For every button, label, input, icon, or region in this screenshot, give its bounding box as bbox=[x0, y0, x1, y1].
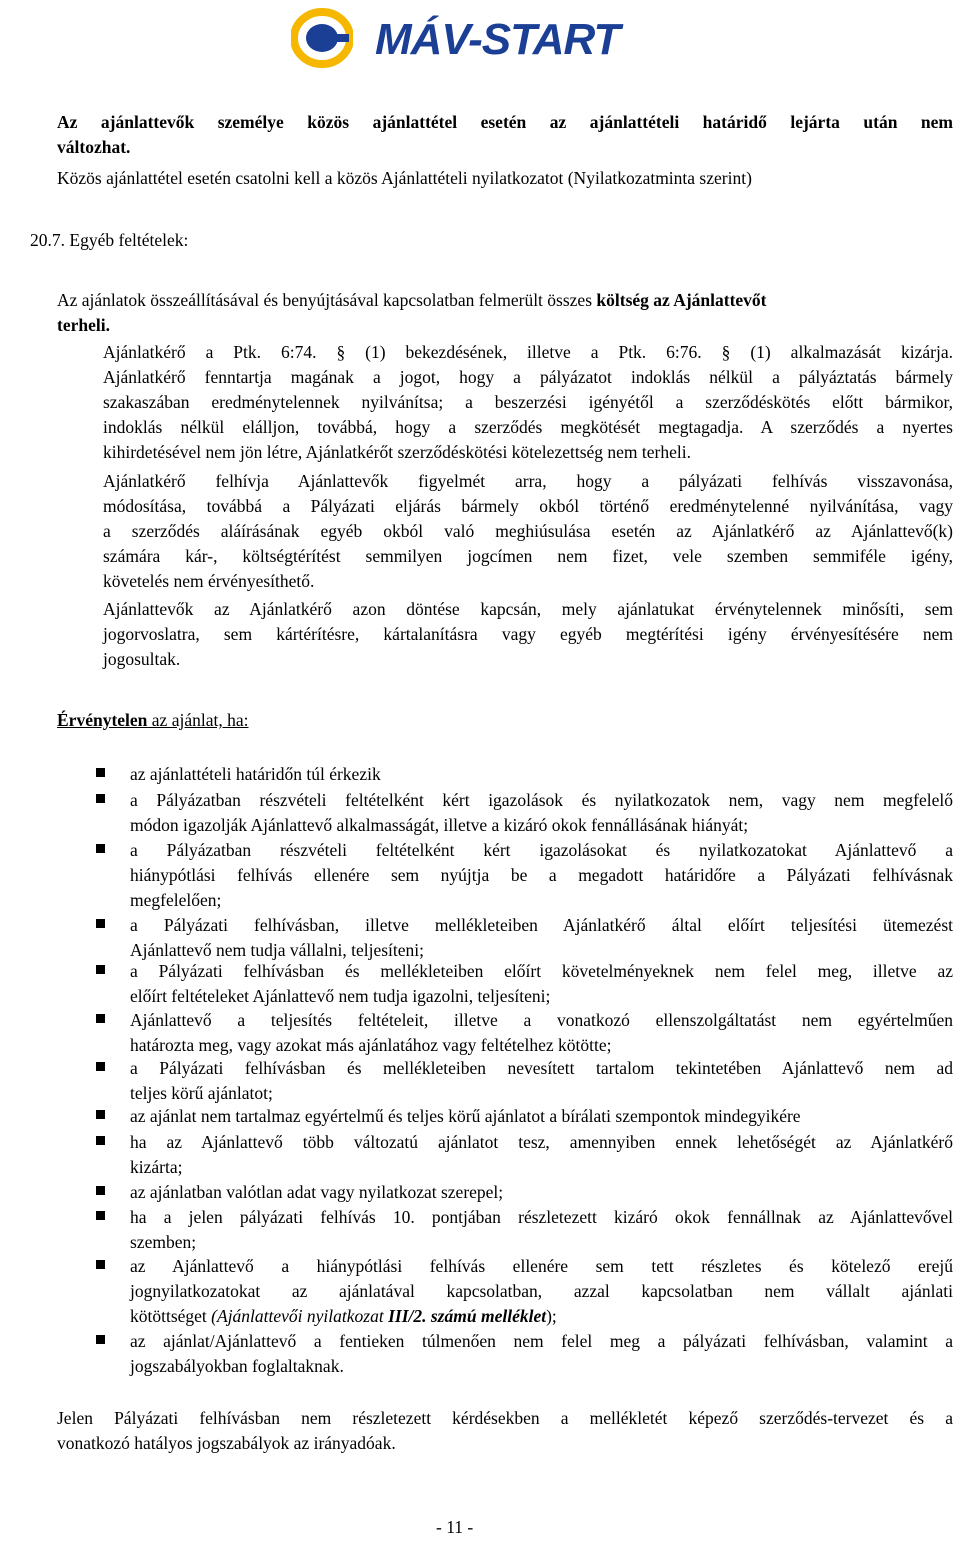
list-item: szemben; bbox=[130, 1232, 197, 1252]
list-item: az ajánlattételi határidőn túl érkezik bbox=[130, 764, 381, 784]
para3-line: Ajánlattevők az Ajánlatkérő azon döntése kapcsán, mely ajánlatukat érvénytelennek minősíti, sem bbox=[103, 599, 953, 619]
bullet-icon bbox=[96, 1211, 105, 1220]
list-item: jogszabályokban foglaltaknak. bbox=[130, 1356, 344, 1376]
bullet-icon bbox=[96, 1014, 105, 1023]
bullet-icon bbox=[96, 768, 105, 777]
bullet-icon bbox=[96, 1110, 105, 1119]
bullet-icon bbox=[96, 794, 105, 803]
list-item: Ajánlattevő a teljesítés feltételeit, illetve a vonatkozó ellenszolgáltatást nem egyértelműen bbox=[130, 1010, 953, 1030]
list-item: hiánypótlási felhívás ellenére sem nyújtja be a megadott határidőre a Pályázati felhívásnak bbox=[130, 865, 953, 885]
bold-line-1: Az ajánlattevők személye közös ajánlattétel esetén az ajánlattételi határidő lejárta után nem bbox=[57, 112, 953, 132]
para2-line: számára kár-, költségtérítést semmilyen jogcímen nem fizet, vele szemben semmiféle igény, bbox=[103, 546, 953, 566]
para1-line: Ajánlatkérő a Ptk. 6:74. § (1) bekezdésének, illetve a Ptk. 6:76. § (1) alkalmazását kizárja. bbox=[103, 342, 953, 362]
cost-line-1: Az ajánlatok összeállításával és benyújtásával kapcsolatban felmerült összes költség az Ajánlattevőt bbox=[57, 290, 767, 310]
para3-line: jogosultak. bbox=[103, 649, 181, 669]
list-item: a Pályázatban részvételi feltételként kért igazolások és nyilatkozatok nem, vagy nem megfelelő bbox=[130, 790, 953, 810]
list-item: Ajánlattevő nem tudja vállalni, teljesíteni; bbox=[130, 940, 425, 960]
section-heading: 20.7. Egyéb feltételek: bbox=[30, 230, 189, 250]
list-item: kizárta; bbox=[130, 1157, 183, 1177]
list-item: megfelelően; bbox=[130, 890, 222, 910]
closing-line: vonatkozó hatályos jogszabályok az irányadóak. bbox=[57, 1433, 396, 1453]
bullet-icon bbox=[96, 1335, 105, 1344]
bullet-icon bbox=[96, 1136, 105, 1145]
bullet-icon bbox=[96, 965, 105, 974]
list-item-annex-ref: kötöttséget (Ajánlattevői nyilatkozat III/2. számú melléklet); bbox=[130, 1306, 557, 1326]
list-item: a Pályázati felhívásban és mellékleteiben nevesített tartalom tekintetében Ajánlattevő nem ad bbox=[130, 1058, 953, 1078]
list-item: az ajánlat/Ajánlattevő a fentieken túlmenően nem felel meg a pályázati felhívásban, valamint a bbox=[130, 1331, 953, 1351]
bullet-icon bbox=[96, 1186, 105, 1195]
para2-line: Ajánlatkérő felhívja Ajánlattevők figyelmét arra, hogy a pályázati felhívás visszavonása, bbox=[103, 471, 953, 491]
para3-line: jogorvoslatra, sem kártérítésre, kártalanításra vagy egyéb megtérítési igény érvényesítésére nem bbox=[103, 624, 953, 644]
list-item: a Pályázati felhívásban, illetve mellékleteiben Ajánlatkérő által előírt teljesítési ütemezést bbox=[130, 915, 953, 935]
invalid-heading: Érvénytelen az ajánlat, ha: bbox=[57, 710, 249, 730]
list-item: ha az Ajánlattevő több változatú ajánlatot tesz, amennyiben ennek lehetőségét az Ajánlatkérő bbox=[130, 1132, 953, 1152]
para1-line: kihirdetésével nem jön létre, Ajánlatkérőt szerződéskötési kötelezettség nem terheli. bbox=[103, 442, 691, 462]
list-item: előírt feltételeket Ajánlattevő nem tudja igazolni, teljesíteni; bbox=[130, 986, 551, 1006]
para2-line: követelés nem érvényesíthető. bbox=[103, 571, 315, 591]
list-item: az Ajánlattevő a hiánypótlási felhívás ellenére sem tett részletes és kötelező erejű bbox=[130, 1256, 953, 1276]
list-item: teljes körű ajánlatot; bbox=[130, 1083, 273, 1103]
list-item: jognyilatkozatokat az ajánlatával kapcsolatban, azzal kapcsolatban nem vállalt ajánlati bbox=[130, 1281, 953, 1301]
para1-line: szakaszában eredménytelennek nyilvánítsa; a beszerzési igényétől a szerződéskötés előtt bármikor, bbox=[103, 392, 953, 412]
closing-line: Jelen Pályázati felhívásban nem részletezett kérdésekben a mellékletét képező szerződés-tervezet és a bbox=[57, 1408, 953, 1428]
para1-line: indoklás nélkül elálljon, továbbá, hogy a szerződés megkötését megtagadja. A szerződés a nyertes bbox=[103, 417, 953, 437]
logo-emblem-icon bbox=[291, 8, 353, 68]
bullet-icon bbox=[96, 1260, 105, 1269]
cost-line-2: terheli. bbox=[57, 315, 110, 335]
joint-offer-line: Közös ajánlattétel esetén csatolni kell a közös Ajánlattételi nyilatkozatot (Nyilatkozatminta szerint) bbox=[57, 168, 752, 188]
list-item: a Pályázatban részvételi feltételként kért igazolásokat és nyilatkozatokat Ajánlattevő a bbox=[130, 840, 953, 860]
bullet-icon bbox=[96, 1062, 105, 1071]
list-item: ha a jelen pályázati felhívás 10. pontjában részletezett kizáró okok fennállnak az Ajánlattevővel bbox=[130, 1207, 953, 1227]
list-item: a Pályázati felhívásban és mellékleteiben előírt követelményeknek nem felel meg, illetve az bbox=[130, 961, 953, 981]
para2-line: a szerződés aláírásának egyéb okból való meghiúsulása esetén az Ajánlatkérő az Ajánlattevő(k) bbox=[103, 521, 953, 541]
mav-start-logo bbox=[285, 6, 635, 72]
para1-line: Ajánlatkérő fenntartja magának a jogot, hogy a pályázatot indoklás nélkül a pályáztatás bármely bbox=[103, 367, 953, 387]
bullet-icon bbox=[96, 844, 105, 853]
bold-line-2: változhat. bbox=[57, 137, 131, 157]
page-number: - 11 - bbox=[436, 1517, 474, 1537]
list-item: módon igazolják Ajánlattevő alkalmasságát, illetve a kizáró okok fennállásának hiányát; bbox=[130, 815, 749, 835]
list-item: határozta meg, vagy azokat más ajánlatához vagy feltételhez kötötte; bbox=[130, 1035, 612, 1055]
list-item: az ajánlatban valótlan adat vagy nyilatkozat szerepel; bbox=[130, 1182, 504, 1202]
para2-line: módosítása, továbbá a Pályázati eljárás bármely okból történő eredménytelenné nyilvánítása, vagy bbox=[103, 496, 953, 516]
list-item: az ajánlat nem tartalmaz egyértelmű és teljes körű ajánlatot a bírálati szempontok mindegyikére bbox=[130, 1106, 801, 1126]
logo-text: MÁV-START bbox=[375, 15, 620, 64]
bullet-icon bbox=[96, 919, 105, 928]
